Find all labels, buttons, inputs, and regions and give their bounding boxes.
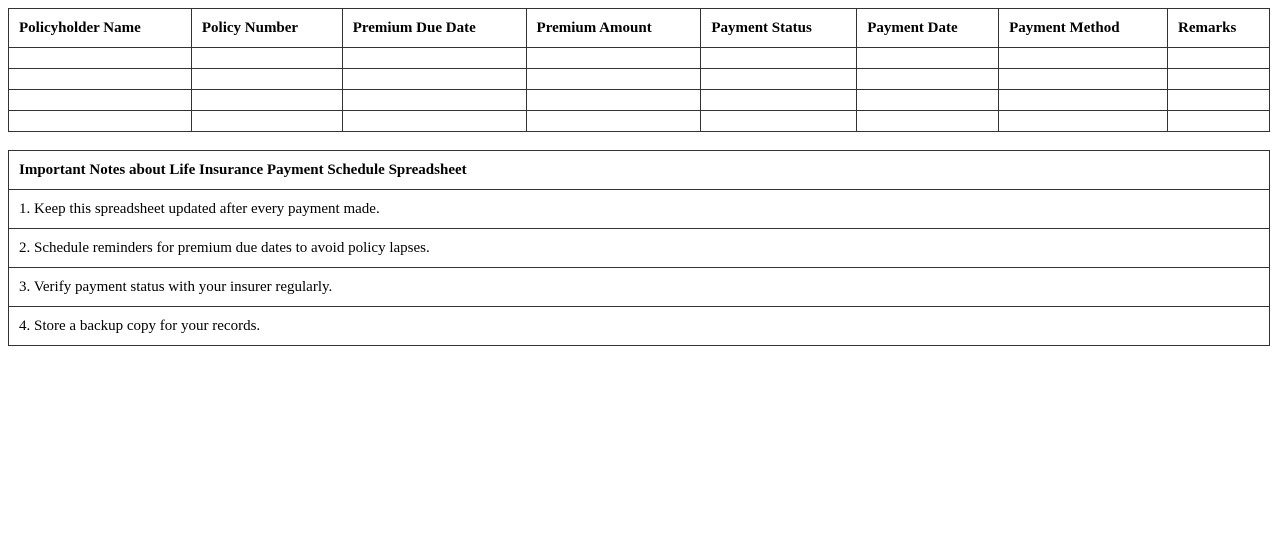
- col-premium-due-date: Premium Due Date: [342, 9, 526, 48]
- header-row: [9, 9, 1270, 48]
- table-cell[interactable]: [701, 90, 857, 111]
- table-cell[interactable]: [342, 48, 526, 69]
- table-cell[interactable]: [857, 90, 999, 111]
- table-cell[interactable]: [1167, 111, 1269, 132]
- col-remarks: Remarks: [1167, 9, 1269, 48]
- note-item: 2. Schedule reminders for premium due dates to avoid policy lapses.: [9, 229, 1270, 268]
- table-cell[interactable]: [999, 69, 1168, 90]
- notes-title: Important Notes about Life Insurance Payment Schedule Spreadsheet: [9, 151, 1270, 190]
- table-cell[interactable]: [191, 48, 342, 69]
- table-cell[interactable]: [701, 111, 857, 132]
- table-cell[interactable]: [701, 69, 857, 90]
- table-cell[interactable]: [526, 69, 701, 90]
- col-premium-amount: Premium Amount: [526, 9, 701, 48]
- table-cell[interactable]: [191, 69, 342, 90]
- table-cell[interactable]: [526, 90, 701, 111]
- table-cell[interactable]: [191, 111, 342, 132]
- payment-schedule-table: [8, 8, 1270, 132]
- table-cell[interactable]: [857, 69, 999, 90]
- table-cell[interactable]: [701, 48, 857, 69]
- col-payment-status: Payment Status: [701, 9, 857, 48]
- table-cell[interactable]: [1167, 90, 1269, 111]
- table-cell[interactable]: [999, 111, 1168, 132]
- table-cell[interactable]: [342, 111, 526, 132]
- table-cell[interactable]: [999, 48, 1168, 69]
- table-cell[interactable]: [342, 90, 526, 111]
- table-cell[interactable]: [857, 48, 999, 69]
- table-row: [9, 90, 1270, 111]
- note-item: 3. Verify payment status with your insurer regularly.: [9, 268, 1270, 307]
- table-cell[interactable]: [191, 90, 342, 111]
- table-cell[interactable]: [999, 90, 1168, 111]
- table-cell[interactable]: [9, 90, 192, 111]
- table-cell[interactable]: [9, 111, 192, 132]
- table-cell[interactable]: [526, 48, 701, 69]
- table-row: [9, 111, 1270, 132]
- table-cell[interactable]: [1167, 69, 1269, 90]
- col-policy-number: Policy Number: [191, 9, 342, 48]
- note-item: 4. Store a backup copy for your records.: [9, 307, 1270, 346]
- table-row: [9, 69, 1270, 90]
- table-cell[interactable]: [1167, 48, 1269, 69]
- notes-table: [8, 150, 1270, 346]
- table-cell[interactable]: [9, 69, 192, 90]
- col-policyholder-name: Policyholder Name: [9, 9, 192, 48]
- table-row: [9, 48, 1270, 69]
- table-cell[interactable]: [857, 111, 999, 132]
- table-cell[interactable]: [9, 48, 192, 69]
- note-item: 1. Keep this spreadsheet updated after every payment made.: [9, 190, 1270, 229]
- table-cell[interactable]: [342, 69, 526, 90]
- table-cell[interactable]: [526, 111, 701, 132]
- col-payment-method: Payment Method: [999, 9, 1168, 48]
- col-payment-date: Payment Date: [857, 9, 999, 48]
